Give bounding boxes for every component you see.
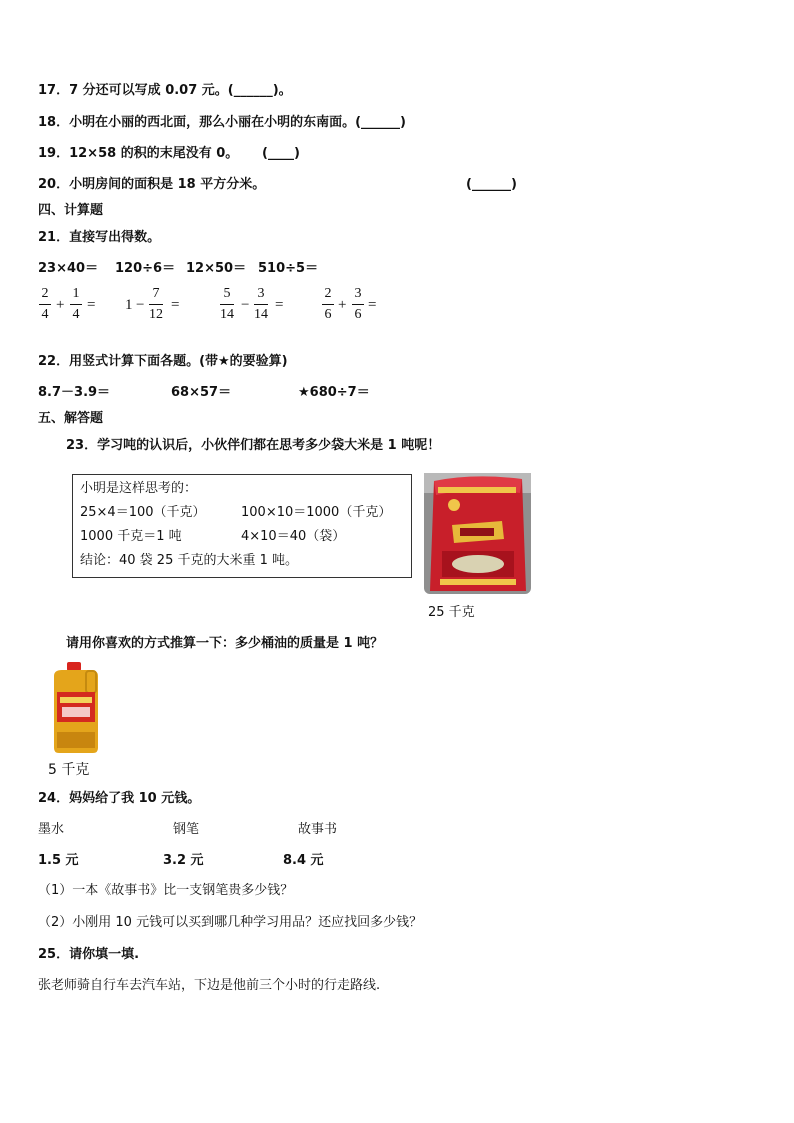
item-price: 1.5 元 [38,853,79,868]
fraction [149,286,163,323]
section-4-heading: 四、计算题 [38,203,104,218]
equals-sign: = [87,297,96,313]
box-line: 结论：40 袋 25 千克的大米重 1 吨。 [80,553,299,568]
denominator: 14 [254,307,268,322]
plus-sign: + [56,297,65,313]
numerator: 3 [257,286,265,301]
minus-sign: − [136,297,145,313]
question-19: 19．12×58 的积的末尾没有 0。 [38,146,239,161]
item-name: 故事书 [298,822,338,837]
minus-sign: − [241,297,250,313]
integer: 1 [125,297,133,313]
plus-sign: + [338,297,347,313]
rice-caption: 25 千克 [428,605,475,620]
box-line: 小明是这样思考的： [80,481,198,496]
fraction [322,286,334,323]
numerator: 7 [152,286,160,301]
question-19-blank: (____) [262,146,300,161]
box-line: 4×10＝40（袋） [241,529,346,544]
question-21: 21．直接写出得数。 [38,230,161,245]
equals-sign: = [171,297,180,313]
question-24-1: （1）一本《故事书》比一支钢笔贵多少钱？ [38,883,294,898]
numerator: 3 [354,286,362,301]
calc-item: 68×57＝ [171,385,232,400]
numerator: 2 [41,286,49,301]
thinking-box [72,474,412,578]
question-18: 18．小明在小丽的西北面，那么小丽在小明的东南面。(______) [38,115,406,130]
denominator: 6 [324,307,332,322]
question-20-blank: (______) [466,177,517,192]
section-5-heading: 五、解答题 [38,411,104,426]
item-name: 钢笔 [173,822,200,837]
item-price: 3.2 元 [163,853,204,868]
calc-item: ★680÷7＝ [298,385,370,400]
rice-bag-image [424,473,531,594]
box-line: 1000 千克＝1 吨 [80,529,182,544]
denominator: 14 [220,307,234,322]
fraction [254,286,268,323]
calc-item: 510÷5＝ [258,261,319,276]
oil-bottle-image [50,662,102,754]
question-20: 20．小明房间的面积是 18 平方分米。 [38,177,266,192]
numerator: 2 [324,286,332,301]
calc-item: 12×50＝ [186,261,247,276]
calc-item: 23×40＝ [38,261,99,276]
question-23-ask: 请用你喜欢的方式推算一下：多少桶油的质量是 1 吨？ [66,636,384,651]
item-name: 墨水 [38,822,65,837]
question-23: 23．学习吨的认识后，小伙伴们都在思考多少袋大米是 1 吨呢！ [66,438,441,453]
calc-item: 8.7－3.9＝ [38,385,111,400]
question-17: 17．7 分还可以写成 0.07 元。(______)。 [38,83,292,98]
fraction [352,286,364,323]
fraction [39,286,51,323]
equals-sign: = [275,297,284,313]
item-price: 8.4 元 [283,853,324,868]
denominator: 4 [41,307,49,322]
fraction [220,286,234,323]
question-25: 25．请你填一填. [38,947,140,962]
oil-caption: 5 千克 [48,762,90,778]
question-22: 22．用竖式计算下面各题。(带★的要验算) [38,354,288,369]
box-line: 100×10＝1000（千克） [241,505,392,520]
numerator: 1 [72,286,80,301]
equals-sign: = [368,297,377,313]
question-24-2: （2）小刚用 10 元钱可以买到哪几种学习用品？还应找回多少钱？ [38,915,423,930]
denominator: 12 [149,307,163,322]
numerator: 5 [223,286,231,301]
denominator: 4 [72,307,80,322]
calc-item: 120÷6＝ [115,261,176,276]
question-25-text: 张老师骑自行车去汽车站，下边是他前三个小时的行走路线. [38,978,381,993]
question-24: 24．妈妈给了我 10 元钱。 [38,791,201,806]
fraction [70,286,82,323]
box-line: 25×4＝100（千克） [80,505,206,520]
denominator: 6 [354,307,362,322]
